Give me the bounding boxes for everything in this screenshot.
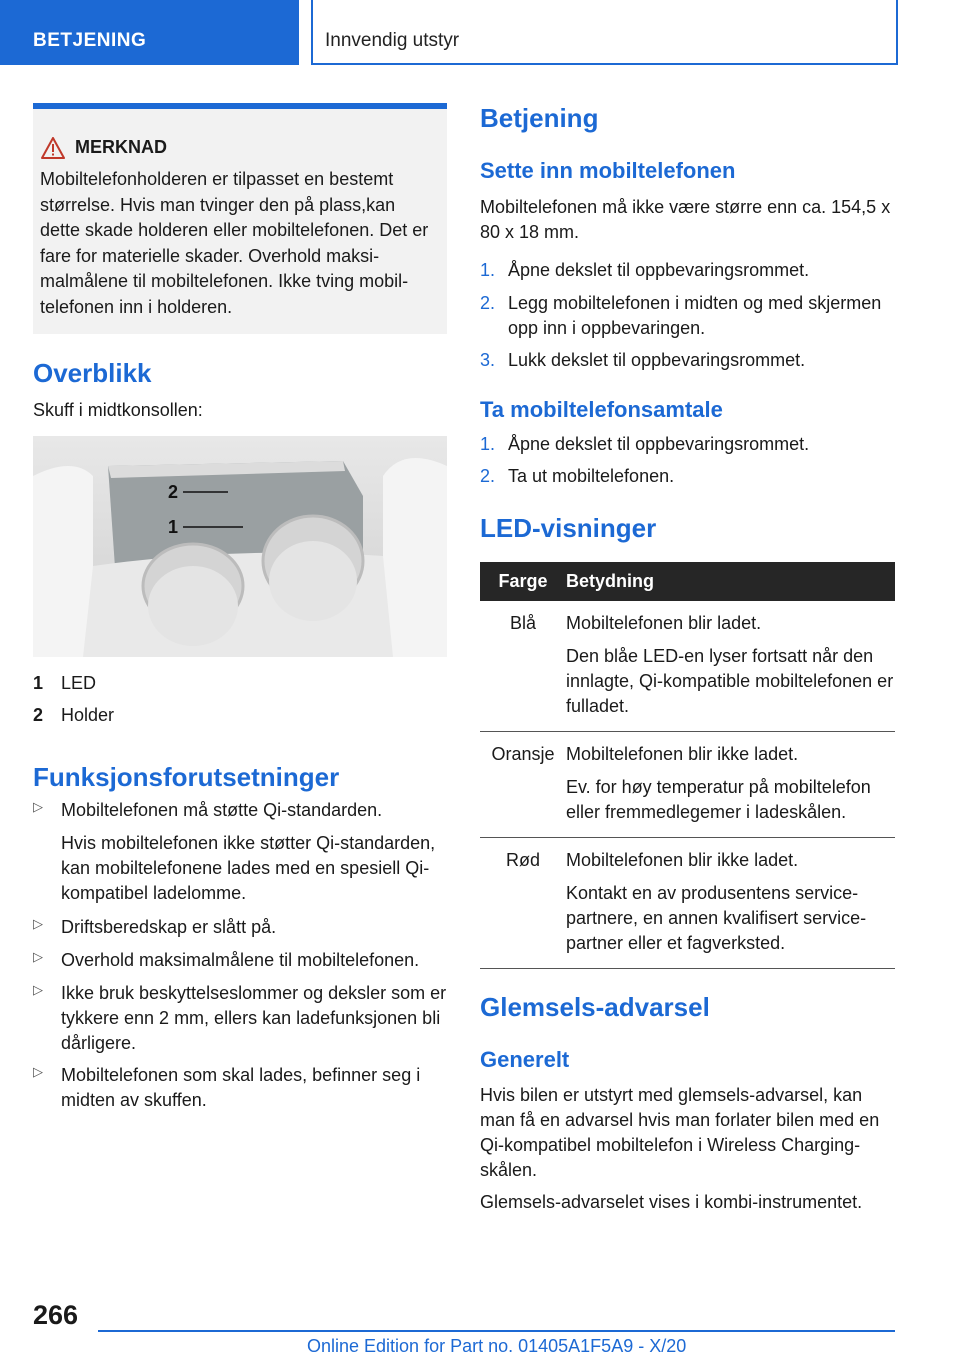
prereq-item-detail: Hvis mobiltelefonen ikke støtter Qi-standarden, kan mobiltelefonene lades med en spesiell Qi-kompatibel ladelomme.: [61, 833, 436, 903]
table-row: [480, 732, 895, 838]
table-row: [480, 601, 895, 732]
step-number: 1.: [480, 434, 496, 454]
led-meaning-cell: [566, 732, 895, 838]
operation-heading: Betjening: [480, 103, 599, 133]
page-number: 266: [33, 1300, 79, 1330]
header-section-label: BETJENING: [33, 30, 147, 51]
forget-subheading: Generelt: [480, 1047, 570, 1072]
bullet-triangle-icon: ▷: [33, 916, 43, 931]
overview-heading: Overblikk: [33, 358, 152, 388]
console-tray-illustration: [33, 436, 447, 657]
header-chapter-tab: [311, 0, 898, 65]
prereq-item: Overhold maksimalmålene til mobiltelefonen.: [61, 950, 420, 970]
led-meaning: Mobiltelefonen blir ladet.: [566, 613, 762, 633]
notice-title: MERKNAD: [75, 137, 167, 157]
prereq-item: Mobiltelefonen må støtte Qi-standarden.: [61, 800, 383, 820]
table-header-row: [480, 562, 895, 601]
led-detail: Kontakt en av produsentens servicepartnere, en annen kvalifisert servicepartner eller et fagverksted.: [566, 883, 867, 953]
insert-step: Åpne dekslet til oppbevaringsrommet.: [508, 260, 810, 280]
remove-step: Ta ut mobiltelefonen.: [508, 466, 675, 486]
callout-marker-2: 2: [168, 482, 179, 502]
led-detail: Den blåe LED-en lyser fortsatt når den innlagte, Qi-kompatible mobiltelefonen er fulladet.: [566, 646, 894, 716]
notice-body: Mobiltelefonholderen er tilpasset en bestemt størrelse. Hvis man tvinger den på plass,kan dette skade holderen eller mobiltelefonen. Det er fare for materielle skader. Overhold maksimalmålene til mobiltelefonen. Ikke tving mobiltelefonen inn i holderen.: [40, 169, 429, 317]
led-heading: LED-visninger: [480, 513, 657, 543]
bullet-triangle-icon: ▷: [33, 799, 43, 814]
overview-caption: Skuff i midtkonsollen:: [33, 400, 203, 420]
bullet-triangle-icon: ▷: [33, 982, 43, 997]
forget-paragraph: Glemsels-advarselet vises i kombi-instrumentet.: [480, 1192, 863, 1212]
insert-step: Lukk dekslet til oppbevaringsrommet.: [508, 350, 806, 370]
insert-step: Legg mobiltelefonen i midten og med skjermen opp inn i oppbevaringen.: [508, 293, 882, 338]
remove-step: Åpne dekslet til oppbevaringsrommet.: [508, 434, 810, 454]
led-meaning-cell: [566, 838, 895, 969]
led-color-cell: Oransje: [480, 732, 566, 838]
notice-box: [33, 103, 447, 334]
led-meaning-cell: [566, 601, 895, 732]
callout-marker-1: 1: [168, 517, 179, 537]
prereq-item: Driftsberedskap er slått på.: [61, 917, 277, 937]
led-meaning: Mobiltelefonen blir ikke ladet.: [566, 850, 799, 870]
led-meaning: Mobiltelefonen blir ikke ladet.: [566, 744, 799, 764]
forget-paragraph: Hvis bilen er utstyrt med glemsels-advarsel, kan man få en advarsel hvis man forlater bilen med en Qi-kompatibel mobiltelefon i Wireless Charging-skålen.: [480, 1085, 880, 1180]
table-row: [480, 838, 895, 969]
header-section-tab: [0, 0, 299, 65]
step-number: 2.: [480, 293, 496, 313]
bullet-triangle-icon: ▷: [33, 949, 43, 964]
prereq-item: Ikke bruk beskyttelseslommer og deksler som er tykkere enn 2 mm, ellers kan ladefunksjonen bli dårligere.: [61, 983, 447, 1053]
insert-intro: Mobiltelefonen må ikke være større enn ca. 154,5 x 80 x 18 mm.: [480, 197, 891, 242]
footer-edition: Online Edition for Part no. 01405A1F5A9 - X/20: [307, 1336, 687, 1356]
legend-label-2: Holder: [61, 705, 115, 725]
step-number: 1.: [480, 260, 496, 280]
step-number: 2.: [480, 466, 496, 486]
header-chapter-label: Innvendig utstyr: [325, 30, 460, 51]
warning-icon: [41, 137, 65, 159]
led-detail: Ev. for høy temperatur på mobiltelefon eller fremmedlegemer i ladeskålen.: [566, 777, 871, 822]
column-header: Farge: [480, 562, 566, 601]
column-header: Betydning: [566, 562, 895, 601]
insert-heading: Sette inn mobiltelefonen: [480, 158, 736, 183]
prereq-item: Mobiltelefonen som skal lades, befinner seg i midten av skuffen.: [61, 1065, 421, 1110]
legend-label-1: LED: [61, 673, 97, 693]
led-color-cell: Rød: [480, 838, 566, 969]
step-number: 3.: [480, 350, 496, 370]
led-table: [480, 562, 895, 969]
forget-heading: Glemsels-advarsel: [480, 992, 710, 1022]
led-color-cell: Blå: [480, 601, 566, 732]
legend-number-2: 2: [33, 705, 44, 725]
legend-number-1: 1: [33, 673, 44, 693]
remove-heading: Ta mobiltelefonsamtale: [480, 397, 723, 422]
bullet-triangle-icon: ▷: [33, 1064, 43, 1079]
prereq-heading: Funksjonsforutsetninger: [33, 762, 340, 792]
footer-divider: [98, 1330, 895, 1332]
